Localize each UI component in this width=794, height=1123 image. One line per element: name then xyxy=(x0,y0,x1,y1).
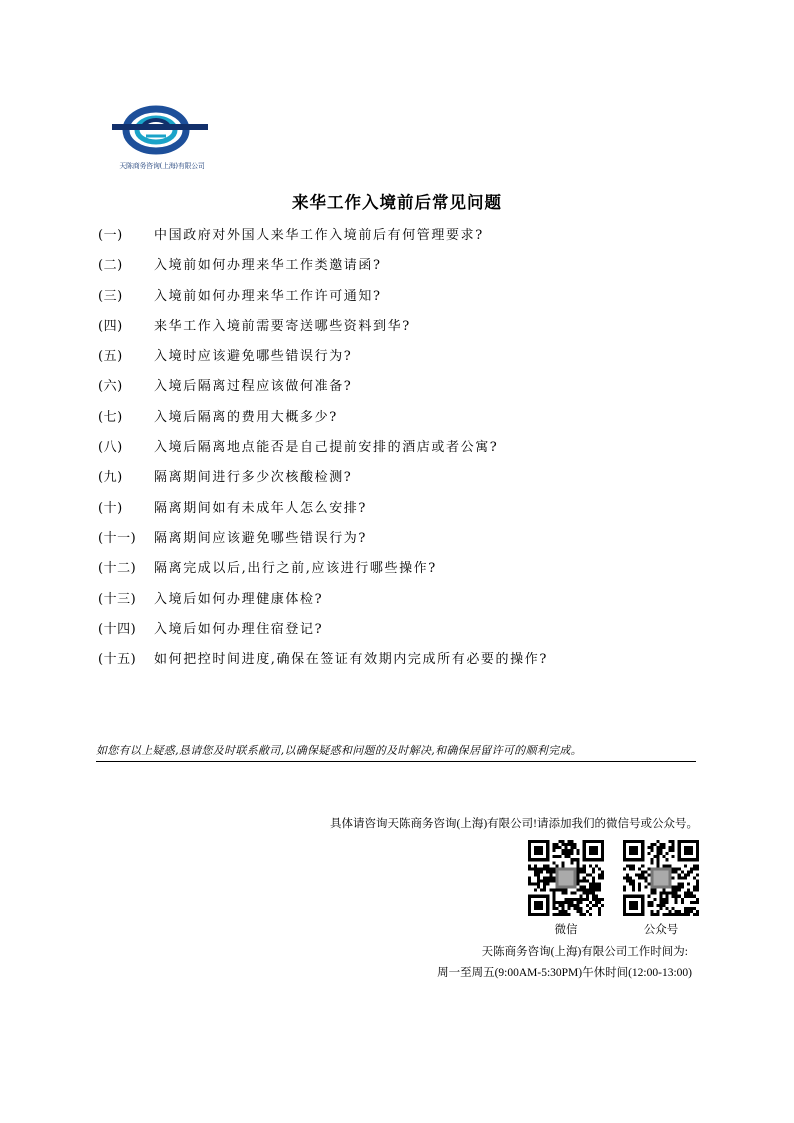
question-item xyxy=(98,379,548,409)
question-text: 如何把控时间进度,确保在签证有效期内完成所有必要的操作? xyxy=(154,652,548,668)
question-number: (三) xyxy=(98,288,123,304)
question-item xyxy=(98,258,548,288)
question-text: 来华工作入境前需要寄送哪些资料到华? xyxy=(154,318,411,334)
company-logo xyxy=(106,100,218,172)
question-number: (五) xyxy=(98,349,123,365)
question-item xyxy=(98,440,548,470)
question-text: 入境后隔离过程应该做何准备? xyxy=(154,379,353,395)
question-number: (八) xyxy=(98,440,123,456)
question-number: (十二) xyxy=(98,561,137,577)
question-text: 入境后隔离的费用大概多少? xyxy=(154,409,338,425)
question-number: (二) xyxy=(98,258,123,274)
question-number: (一) xyxy=(98,228,123,243)
question-number: (十) xyxy=(98,500,123,516)
question-item xyxy=(98,470,548,500)
question-item xyxy=(98,561,548,591)
question-number: (十三) xyxy=(98,591,137,607)
question-text: 隔离期间应该避免哪些错误行为? xyxy=(154,530,367,546)
question-number: (七) xyxy=(98,409,123,425)
question-item xyxy=(98,531,548,561)
question-item xyxy=(98,289,548,319)
question-item xyxy=(98,410,548,440)
question-item xyxy=(98,652,548,682)
question-number: (六) xyxy=(98,379,123,395)
question-item xyxy=(98,592,548,622)
question-number: (四) xyxy=(98,318,123,334)
logo-emblem-icon xyxy=(106,100,218,162)
question-number: (十五) xyxy=(98,652,137,668)
question-item xyxy=(98,349,548,379)
notice-text: 如您有以上疑惑,恳请您及时联系敝司,以确保疑惑和问题的及时解决,和确保居留许可的顺利完成。 xyxy=(96,743,696,762)
question-text: 隔离期间进行多少次核酸检测? xyxy=(154,470,353,486)
wechat-qr-label: 微信 xyxy=(554,924,578,936)
question-item xyxy=(98,501,548,531)
question-item xyxy=(98,228,548,258)
question-item xyxy=(98,319,548,349)
contact-invite: 具体请咨询天陈商务咨询(上海)有限公司!请添加我们的微信号或公众号。 xyxy=(330,818,698,830)
question-text: 中国政府对外国人来华工作入境前后有何管理要求? xyxy=(154,228,484,243)
official-account-qr-code[interactable] xyxy=(623,840,699,916)
official-qr-label: 公众号 xyxy=(643,924,679,936)
question-text: 入境前如何办理来华工作许可通知? xyxy=(154,288,382,304)
question-number: (九) xyxy=(98,470,123,486)
question-number: (十四) xyxy=(98,621,137,637)
question-text: 隔离期间如有未成年人怎么安排? xyxy=(154,500,367,516)
work-hours-title: 天陈商务咨询(上海)有限公司工作时间为: xyxy=(481,946,688,958)
page-title: 来华工作入境前后常见问题 xyxy=(292,193,502,212)
question-text: 入境后如何办理住宿登记? xyxy=(154,621,324,637)
wechat-qr-code[interactable] xyxy=(528,840,604,916)
question-text: 入境时应该避免哪些错误行为? xyxy=(154,349,353,365)
question-text: 入境后如何办理健康体检? xyxy=(154,591,324,607)
question-text: 入境后隔离地点能否是自己提前安排的酒店或者公寓? xyxy=(154,440,499,456)
question-text: 隔离完成以后,出行之前,应该进行哪些操作? xyxy=(154,561,437,577)
question-number: (十一) xyxy=(98,530,137,546)
question-text: 入境前如何办理来华工作类邀请函? xyxy=(154,258,382,274)
question-list xyxy=(98,228,548,682)
work-hours-detail: 周一至周五(9:00AM-5:30PM)午休时间(12:00-13:00) xyxy=(437,967,692,979)
question-item xyxy=(98,622,548,652)
logo-caption: 天陈商务咨询(上海)有限公司 xyxy=(119,162,205,170)
